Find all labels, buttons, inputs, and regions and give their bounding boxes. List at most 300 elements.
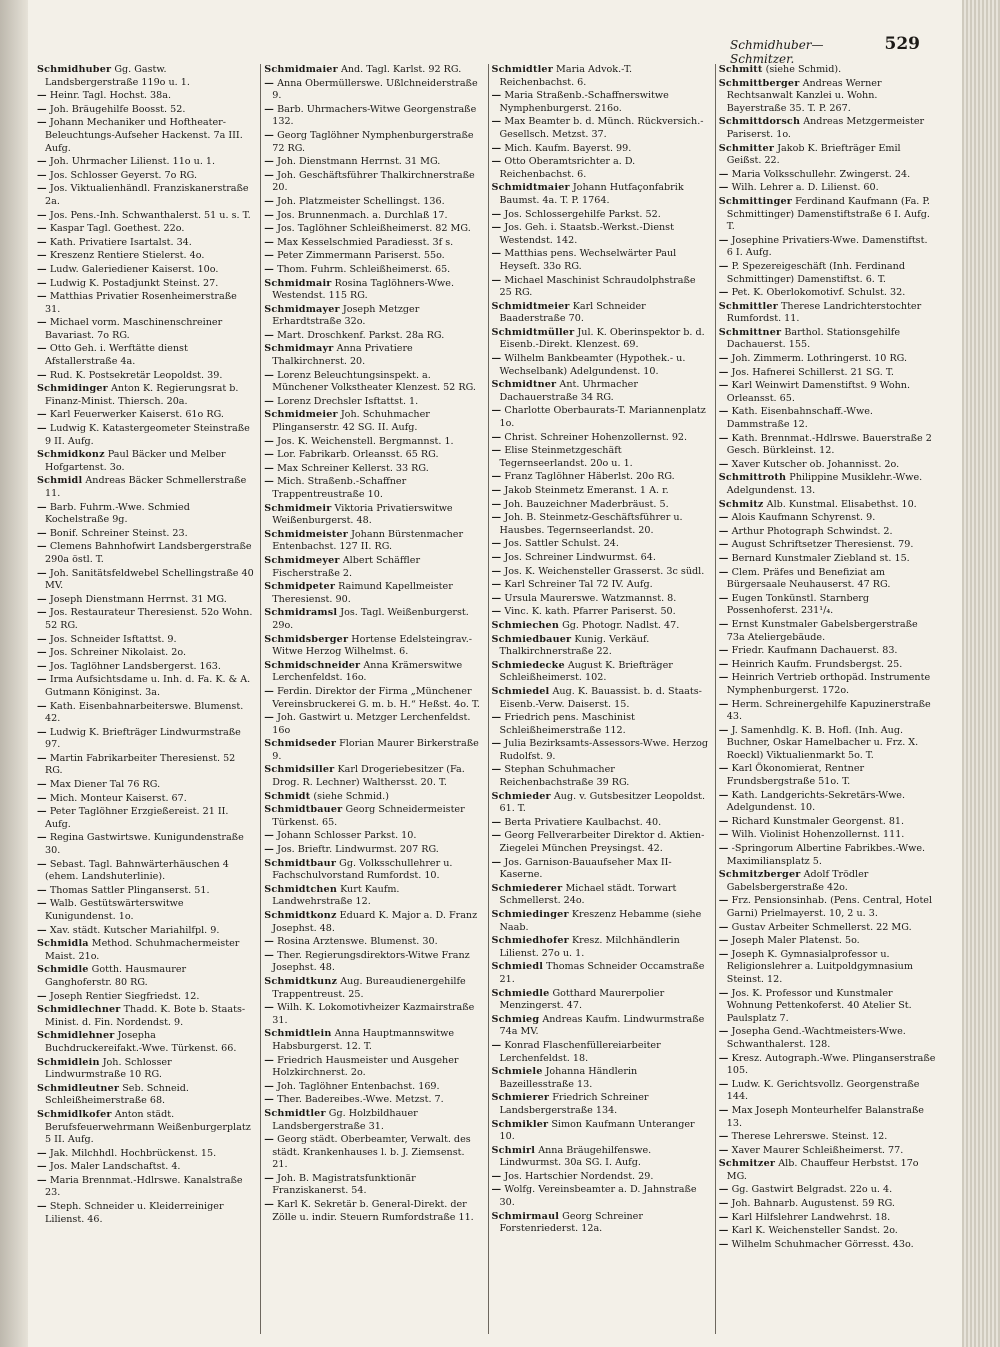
directory-entry [719, 169, 936, 182]
directory-entry [37, 383, 254, 408]
entry-details: Jos. Taglöhner Landsbergerst. 163. [49, 660, 221, 672]
entry-details: Anna Privatiere Thalkirchnerst. 20. [272, 343, 413, 368]
entry-details: Anna Obermüllerswe. Ußlchneiderstraße 9. [272, 77, 478, 102]
directory-entry [719, 539, 936, 552]
entry-surname: Schmidlechner [37, 1004, 121, 1016]
entry-surname: — [491, 142, 502, 154]
directory-entry [264, 1028, 481, 1053]
directory-entry [492, 1145, 709, 1170]
directory-entry [264, 529, 481, 554]
directory-entry [37, 264, 254, 277]
directory-entry [719, 1212, 936, 1225]
entry-details: Friedrich Schreiner Landsbergerstraße 134. [499, 1092, 649, 1116]
directory-entry [264, 278, 481, 303]
directory-entry [719, 433, 936, 458]
directory-entry [37, 250, 254, 263]
entry-surname: — [718, 1104, 729, 1116]
entry-details: Mich. Kaufm. Bayerst. 99. [504, 142, 632, 154]
entry-details: Jak. Milchhdl. Hochbrückenst. 15. [49, 1147, 217, 1159]
entry-surname: Schmidhuber [37, 64, 112, 75]
entry-surname: — [264, 712, 275, 724]
entry-surname: — [37, 169, 47, 181]
directory-entry [719, 593, 936, 618]
directory-entry [37, 647, 254, 660]
directory-entry [37, 1148, 254, 1161]
directory-entry [37, 104, 254, 117]
entry-surname: — [264, 236, 275, 248]
entry-surname: — [491, 274, 502, 286]
directory-entry [492, 209, 709, 222]
directory-entry [719, 1105, 936, 1130]
entry-surname: — [718, 935, 729, 947]
entry-details: Joh. Platzmeister Schellingst. 136. [277, 195, 445, 207]
entry-details: Xaver Kutscher ob. Johannisst. 2o. [731, 458, 900, 470]
entry-details: Jos. Maler Landschaftst. 4. [49, 1161, 181, 1173]
directory-entry [719, 1053, 936, 1078]
entry-surname: Schmitzberger [718, 869, 801, 881]
directory-entry [719, 143, 936, 168]
entry-details: Franz Taglöhner Häberlst. 20o RG. [504, 471, 675, 483]
entry-surname: Schmidla [37, 938, 89, 950]
directory-entry [37, 607, 254, 632]
entry-details: Peter Zimmermann Pariserst. 55o. [277, 250, 445, 262]
entry-details: Michael Maschinist Schraudolphstraße 25 RG. [499, 274, 696, 299]
entry-surname: — [491, 405, 502, 417]
directory-entry [37, 594, 254, 607]
entry-surname: Schmirmaul [491, 1210, 560, 1222]
entry-surname: Schmiedl [491, 961, 544, 973]
entry-details: Jos. Brunnenmach. a. Durchlaß 17. [277, 209, 448, 221]
entry-details: Georg Schreiner Forstenriederst. 12a. [499, 1210, 643, 1235]
directory-entry [719, 763, 936, 788]
entry-surname: Schmierer [491, 1092, 550, 1104]
page-header [730, 34, 920, 66]
entry-details: Heinrich Vertrieb orthopäd. Instrumente Nymphenburgerst. 172o. [726, 672, 931, 696]
entry-surname: — [718, 987, 729, 999]
entry-surname: — [718, 1144, 729, 1156]
directory-entry [264, 1094, 481, 1107]
entry-details: Alois Kaufmann Schyrenst. 9. [731, 512, 876, 524]
directory-entry [492, 1171, 709, 1184]
directory-entry [264, 130, 481, 155]
entry-surname: Schmidlkofer [37, 1108, 112, 1120]
entry-surname: — [491, 538, 502, 550]
entry-surname: — [718, 645, 729, 657]
entry-surname: — [491, 856, 502, 868]
entry-details: Jos. Hartschier Nordendst. 29. [504, 1170, 654, 1182]
entry-surname: — [264, 435, 275, 447]
entry-details: Joseph Maler Platenst. 5o. [731, 935, 860, 947]
entry-surname: — [718, 432, 729, 444]
entry-details: Anton K. Regierungsrat b. Finanz-Minist. Thiersch. 20a. [45, 383, 239, 407]
entry-details: Berta Privatiere Kaulbachst. 40. [504, 816, 662, 828]
entry-surname: — [718, 406, 729, 418]
entry-surname: — [718, 512, 729, 524]
directory-entry [492, 116, 709, 141]
entry-surname: — [37, 647, 47, 659]
directory-entry [37, 1161, 254, 1174]
entry-details: Wilh. Lehrer a. D. Lilienst. 60. [731, 182, 879, 194]
directory-entry [492, 988, 709, 1013]
entry-surname: — [37, 103, 47, 115]
entry-details: Ferdinand Kaufmann (Fa. P. Schmittinger) Damenstiftstraße 6 I. Aufg. T. [726, 195, 930, 233]
directory-entry [492, 445, 709, 470]
directory-entry [719, 353, 936, 366]
entry-surname: Schmidtler [264, 1107, 326, 1119]
entry-details: Ludwig K. Postadjunkt Steinst. 27. [49, 277, 219, 289]
entry-details: Wilh. Violinist Hohenzollernst. 111. [731, 829, 905, 841]
entry-details: Karl Weinwirt Damenstiftst. 9 Wohn. Orleansst. 65. [726, 380, 911, 404]
entry-surname: — [718, 182, 729, 194]
entry-surname: — [491, 565, 502, 577]
entry-surname: — [491, 498, 502, 510]
entry-surname: — [264, 329, 275, 341]
directory-entry [492, 791, 709, 816]
entry-surname: — [37, 779, 47, 791]
directory-entry [264, 436, 481, 449]
directory-entry [719, 659, 936, 672]
directory-entry [719, 725, 936, 763]
directory-entry [264, 370, 481, 395]
entry-surname: — [718, 552, 729, 564]
entry-details: Andreas Metzgermeister Pariserst. 1o. [726, 116, 925, 140]
column-3 [488, 64, 709, 1334]
directory-entry [37, 938, 254, 963]
directory-entry [37, 449, 254, 474]
directory-entry [492, 1184, 709, 1209]
entry-details: August Schriftsetzer Theresienst. 79. [731, 539, 914, 551]
entry-surname: — [718, 260, 729, 272]
entry-details: Arthur Photograph Schwindst. 2. [731, 525, 893, 537]
entry-surname: — [37, 209, 47, 221]
entry-details: Ernst Kunstmaler Gabelsbergerstraße 73a Ateliergebäude. [726, 618, 918, 643]
entry-details: Ther. Regierungsdirektors-Witwe Franz Josephst. 48. [272, 949, 470, 974]
book-gutter [0, 0, 28, 1347]
entry-details: Joh. Schlosser Lindwurmstraße 10 RG. [45, 1056, 172, 1081]
entry-surname: — [718, 829, 729, 841]
directory-entry [492, 634, 709, 659]
entry-details: Ludwig K. Katastergeometer Steinstraße 9 II. Aufg. [45, 423, 250, 447]
directory-entry [719, 116, 936, 141]
entry-surname: Schmidtler [491, 64, 553, 75]
entry-details: Otto Geh. i. Werftätte dienst Afstallerstraße 4a. [45, 343, 188, 368]
entry-details: Karl Drogeriebesitzer (Fa. Drog. R. Lechner) Walthersst. 20. T. [272, 764, 465, 789]
entry-surname: — [37, 806, 47, 818]
entry-surname: — [37, 660, 47, 672]
entry-details: Josepha Gend.-Wachtmeisters-Wwe. Schwanthalerst. 128. [726, 1026, 906, 1050]
directory-entry [37, 317, 254, 342]
entry-surname: — [491, 592, 502, 604]
entry-details: Anna Hauptmannswitwe Habsburgerst. 12. T. [272, 1028, 455, 1052]
entry-details: Elise Steinmetzgeschäft Tegernseerlandst. 20o u. 1. [499, 445, 633, 469]
directory-entry [719, 327, 936, 352]
entry-details: Jakob Steinmetz Emeranst. 1 A. r. [504, 485, 669, 496]
entry-details: Kresz. Milchhändlerin Lilienst. 27o u. 1. [499, 935, 680, 959]
entry-surname: — [264, 1172, 275, 1184]
directory-entry [37, 806, 254, 831]
entry-details: Kath. Landgerichts-Sekretärs-Wwe. Adelgundenst. 10. [726, 789, 906, 814]
entry-surname: Schmiedecke [491, 659, 565, 671]
directory-entry [492, 857, 709, 882]
entry-surname: — [491, 208, 502, 220]
entry-surname: Schmiedel [491, 685, 550, 697]
entry-details: Eugen Tonkünstl. Starnberg Possenhoferst. 231¹/₄. [726, 592, 870, 617]
directory-entry [492, 485, 709, 498]
entry-details: Kath. Eisenbahnarbeiterswe. Blumenst. 42. [45, 700, 244, 725]
entry-details: Bonif. Schreiner Steinst. 23. [49, 527, 188, 539]
directory-entry [719, 619, 936, 644]
directory-entry [37, 237, 254, 250]
entry-surname: — [718, 1131, 729, 1143]
entry-surname: — [718, 698, 729, 710]
entry-details: Georg Schneidermeister Türkenst. 65. [272, 804, 465, 828]
entry-surname: — [264, 685, 275, 697]
entry-surname: — [264, 369, 275, 381]
directory-entry [492, 764, 709, 789]
entry-surname: — [37, 291, 47, 303]
entry-surname: Schmidle [37, 964, 89, 976]
directory-entry [719, 1239, 936, 1252]
entry-details: Johann Schlosser Parkst. 10. [277, 830, 417, 842]
entry-surname: Schmidmair [264, 277, 332, 289]
entry-details: Albert Schäffler Fischerstraße 2. [272, 554, 421, 579]
entry-surname: — [491, 764, 502, 776]
directory-entry [492, 471, 709, 484]
directory-entry [492, 327, 709, 352]
entry-details: Maria Brennmat.-Hdlrswe. Kanalstraße 23. [45, 1174, 243, 1199]
entry-surname: — [718, 168, 729, 180]
entry-surname: — [37, 593, 47, 605]
entry-surname: — [718, 539, 729, 551]
entry-details: Peter Taglöhner Erzgießereist. 21 II. Aufg. [45, 806, 229, 830]
directory-entry [719, 1079, 936, 1104]
entry-details: P. Spezereigeschäft (Inh. Ferdinand Schmittinger) Damenstiftst. 6. T. [726, 260, 905, 285]
entry-surname: — [491, 712, 502, 724]
entry-details: Wilh. K. Lokomotivheizer Kazmairstraße 31. [272, 1002, 475, 1026]
directory-entry [37, 502, 254, 527]
directory-entry [264, 330, 481, 343]
entry-details: Jos. Hafnerei Schillerst. 21 SG. T. [731, 366, 894, 378]
directory-entry [719, 472, 936, 497]
directory-entry [37, 661, 254, 674]
directory-entry [719, 287, 936, 300]
entry-surname: — [37, 1147, 47, 1159]
directory-entry [264, 449, 481, 462]
directory-entry [492, 182, 709, 207]
column-4 [715, 64, 936, 1334]
entry-details: Georg Fellverarbeiter Direktor d. Aktien-Ziegelei München Preysingst. 42. [499, 830, 705, 855]
entry-surname: Schmidtkunz [264, 975, 338, 987]
entry-details: Joh. Gastwirt u. Metzger Lerchenfeldst. 16o [272, 712, 471, 736]
entry-details: Max Joseph Monteurhelfer Balanstraße 13. [726, 1104, 924, 1129]
entry-surname: — [264, 1002, 275, 1014]
directory-entry [492, 961, 709, 986]
entry-details: Jos. Schlossergehilfe Parkst. 52. [504, 208, 661, 220]
entry-details: Kresz. Autograph.-Wwe. Plinganserstraße 105. [726, 1052, 936, 1077]
entry-details: Karl Hilfslehrer Landwehrst. 18. [731, 1211, 891, 1223]
entry-surname: — [491, 579, 502, 591]
entry-details: Joseph Dienstmann Herrnst. 31 MG. [49, 593, 227, 605]
entry-surname: — [37, 700, 47, 712]
directory-entry [264, 607, 481, 632]
entry-surname: — [37, 990, 47, 1002]
directory-entry [719, 869, 936, 894]
entry-details: Wolfg. Vereinsbeamter a. D. Jahnstraße 30. [499, 1184, 697, 1209]
entry-details: Friedr. Kaufmann Dachauerst. 83. [731, 645, 898, 657]
directory-entry [264, 170, 481, 195]
entry-details: Frz. Pensionsinhab. (Pens. Central, Hotel Garni) Prielmayerst. 10, 2 u. 3. [726, 895, 933, 919]
running-head: Schmidhuber—Schmitzer. [730, 38, 824, 66]
entry-details: Konrad Flaschenfüllereiarbeiter Lerchenfeldst. 18. [499, 1039, 661, 1064]
directory-columns [34, 64, 936, 1334]
entry-details: Jos. Schreiner Lindwurmst. 64. [504, 551, 656, 563]
entry-details: Maria Straßenb.-Schaffnerswitwe Nymphenburgerst. 216o. [499, 90, 669, 114]
entry-surname: Schmidsiller [264, 764, 335, 776]
entry-surname: — [37, 369, 47, 381]
entry-surname: Schmirl [491, 1144, 536, 1156]
directory-entry [264, 1199, 481, 1224]
column-1 [34, 64, 254, 1334]
entry-surname: — [718, 724, 729, 736]
entry-surname: — [37, 541, 47, 553]
entry-surname: — [264, 250, 275, 262]
directory-entry [37, 117, 254, 155]
directory-entry [719, 1225, 936, 1238]
entry-surname: — [37, 674, 47, 686]
entry-details: Joh. Taglöhner Entenbachst. 169. [277, 1080, 440, 1092]
entry-surname: — [718, 1225, 729, 1237]
entry-details: Wilhelm Schuhmacher Görresst. 43o. [731, 1238, 914, 1250]
entry-details: Kath. Eisenbahnschaff.-Wwe. Dammstraße 12. [726, 406, 873, 431]
entry-details: Therese Lehrerswe. Steinst. 12. [731, 1131, 888, 1143]
directory-entry [492, 538, 709, 551]
entry-surname: — [37, 183, 47, 195]
entry-surname: Schmidtmaier [491, 182, 570, 194]
directory-entry [37, 528, 254, 541]
entry-details: Joh. Uhrmacher Lilienst. 11o u. 1. [49, 156, 216, 168]
entry-surname: — [718, 1078, 729, 1090]
entry-surname: Schmidmaier [264, 64, 338, 75]
entry-details: Ludwig K. Briefträger Lindwurmstraße 97. [45, 726, 241, 751]
directory-entry [492, 1211, 709, 1236]
entry-surname: — [264, 209, 275, 221]
entry-surname: Schmidseder [264, 738, 337, 750]
entry-surname: Schmidlein [37, 1056, 100, 1068]
directory-entry [492, 248, 709, 273]
entry-details: Gustav Arbeiter Schmellerst. 22 MG. [731, 921, 912, 933]
directory-entry [264, 738, 481, 763]
entry-surname: Schmittler [718, 300, 778, 312]
entry-surname: — [264, 462, 275, 474]
entry-details: Paul Bäcker und Melber Hofgartenst. 3o. [45, 449, 226, 473]
entry-surname: — [37, 924, 47, 936]
directory-entry [492, 512, 709, 537]
page-number: 529 [884, 34, 920, 54]
entry-surname: — [37, 792, 47, 804]
entry-surname: — [37, 1201, 47, 1213]
entry-details: Clemens Bahnhofwirt Landsbergerstraße 290a östl. T. [45, 541, 252, 565]
entry-details: Andreas Werner Rechtsanwalt Kanzlei u. Wohn. Bayerstraße 35. T. P. 267. [726, 77, 882, 114]
directory-entry [719, 935, 936, 948]
entry-surname: — [491, 485, 502, 496]
entry-surname: Schmidpeter [264, 581, 336, 593]
entry-surname: — [264, 223, 275, 235]
entry-surname: Schmiederer [491, 882, 563, 894]
directory-entry [719, 790, 936, 815]
directory-entry [37, 1057, 254, 1082]
directory-entry [719, 301, 936, 326]
entry-details: Jos. Restaurateur Theresienst. 52o Wohn. 52 RG. [45, 607, 253, 631]
entry-details: Herm. Schreinergehilfe Kapuzinerstraße 43. [726, 698, 931, 723]
entry-surname: — [491, 1170, 502, 1182]
directory-entry [37, 1201, 254, 1226]
entry-details: Kaspar Tagl. Goethest. 22o. [49, 223, 185, 235]
entry-surname: — [264, 476, 275, 488]
directory-entry [37, 793, 254, 806]
directory-entry [264, 210, 481, 223]
entry-surname: Schmidmeier [264, 409, 338, 421]
directory-entry [37, 964, 254, 989]
entry-surname: — [718, 287, 729, 299]
entry-details: Barthol. Stationsgehilfe Dachauerst. 155. [726, 326, 901, 351]
directory-entry [492, 1040, 709, 1065]
directory-entry [37, 991, 254, 1004]
directory-entry [492, 686, 709, 711]
entry-details: Seb. Schneid. Schleißheimerstraße 68. [45, 1082, 189, 1107]
entry-surname: — [37, 156, 47, 168]
directory-entry [492, 830, 709, 855]
entry-surname: Schmidschneider [264, 659, 361, 671]
directory-entry [719, 235, 936, 260]
directory-entry [264, 1055, 481, 1080]
directory-entry [264, 503, 481, 528]
entry-surname: — [264, 169, 275, 181]
entry-surname: — [491, 353, 502, 365]
directory-entry [492, 1066, 709, 1091]
entry-details: Lor. Fabrikarb. Orleansst. 65 RG. [277, 449, 439, 461]
directory-entry [264, 264, 481, 277]
directory-entry [37, 64, 254, 89]
directory-entry [719, 526, 936, 539]
entry-details: Jos. Schreiner Nikolaist. 2o. [49, 647, 186, 659]
directory-entry [264, 791, 481, 804]
directory-entry [719, 553, 936, 566]
entry-surname: — [37, 250, 47, 262]
directory-entry [492, 222, 709, 247]
entry-details: Joh. Zimmerm. Lothringerst. 10 RG. [731, 353, 908, 365]
entry-surname: — [491, 551, 502, 563]
entry-details: Ludw. K. Gerichtsvollz. Georgenstraße 144. [726, 1078, 920, 1103]
entry-surname: — [718, 592, 729, 604]
directory-entry [719, 1158, 936, 1183]
entry-surname: — [718, 658, 729, 670]
entry-details: Andreas Kaufm. Lindwurmstraße 74a MV. [499, 1013, 705, 1038]
entry-surname: Schmidmayr [264, 343, 334, 355]
entry-surname: Schmitter [718, 142, 775, 154]
directory-entry [492, 499, 709, 512]
directory-entry [37, 210, 254, 223]
entry-surname: — [491, 512, 502, 524]
entry-details: Joh. B. Magistratsfunktionär Franziskanerst. 54. [272, 1172, 416, 1197]
directory-entry [492, 405, 709, 430]
directory-entry [719, 499, 936, 512]
entry-details: Gg. Volksschullehrer u. Fachschulvorstand Rumfordst. 10. [272, 857, 453, 882]
entry-details: Josepha Buchdruckereifakt.-Wwe. Türkenst. 66. [45, 1030, 237, 1054]
entry-surname: Schmidramsl [264, 607, 338, 619]
entry-surname: Schmittroth [718, 472, 787, 484]
directory-entry [37, 1030, 254, 1055]
entry-surname: Schmidmayer [264, 303, 340, 315]
